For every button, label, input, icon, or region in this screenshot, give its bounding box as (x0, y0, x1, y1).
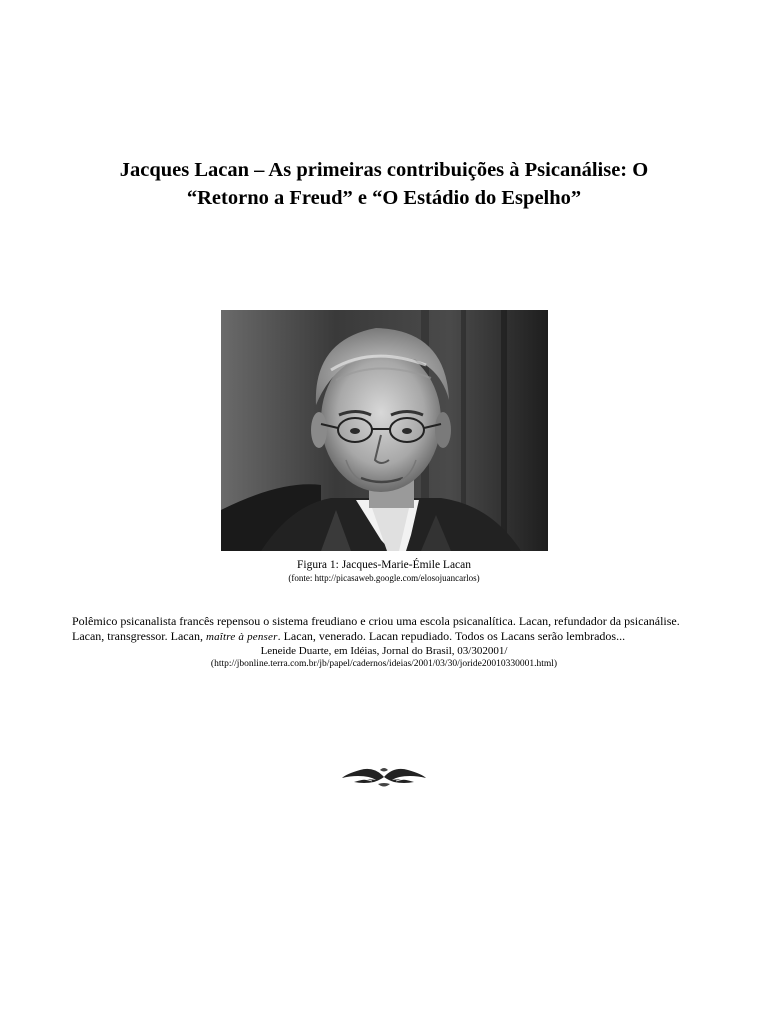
page-title-line-2: “Retorno a Freud” e “O Estádio do Espelho” (186, 187, 582, 209)
quote-emphasis: maître à penser (205, 631, 278, 643)
figure-source: (fonte: http://picasaweb.google.com/elosojuancarlos) (288, 573, 480, 583)
page-title (40, 156, 728, 212)
figure-caption: Figura 1: Jacques-Marie-Émile Lacan (296, 559, 472, 571)
page-title-line-1: Jacques Lacan – As primeiras contribuições à Psicanálise: O (119, 159, 649, 181)
quote-source-url: (http://jbonline.terra.com.br/jb/papel/cadernos/ideias/2001/03/30/joride20010330001.html) (210, 659, 558, 669)
portrait-photo (221, 310, 548, 551)
quote-line-1: Polêmico psicanalista francês repensou o sistema freudiano e criou uma escola psicanalítica. Lacan, refundador da psicanálise. (72, 614, 680, 628)
quote-line-2-start: Lacan, transgressor. Lacan, (72, 629, 206, 643)
quote-line-2-end: . Lacan, venerado. Lacan repudiado. Todos os Lacans serão lembrados... (277, 629, 626, 643)
quote-attribution: Leneide Duarte, em Idéias, Jornal do Brasil, 03/302001/ (260, 645, 508, 657)
quote-line-2 (72, 629, 712, 645)
epigraph-quote (72, 614, 712, 645)
decorative-ornament-icon (340, 764, 428, 790)
